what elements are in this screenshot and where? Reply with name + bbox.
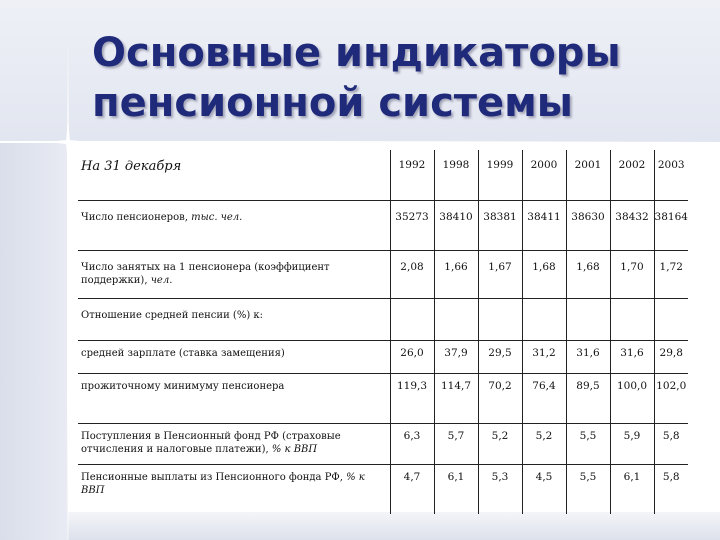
value-cell: 1,68	[566, 250, 610, 298]
value-cell: 4,5	[522, 464, 566, 514]
value-cell: 38411	[522, 200, 566, 250]
value-cell: 37,9	[434, 340, 478, 373]
value-cell: 29,5	[478, 340, 522, 373]
value-cell: 5,8	[662, 470, 680, 483]
year-cell: 1998	[434, 150, 478, 200]
value-cell: 102,0	[654, 373, 688, 423]
value-cell: 70,2	[478, 373, 522, 423]
value-cell: 5,3	[478, 464, 522, 514]
value-cell: 89,5	[566, 373, 610, 423]
year-cell: 1992	[390, 150, 434, 200]
row-label: Число занятых на 1 пенсионера (коэффициент поддержки), чел.	[78, 250, 390, 298]
value-cell: 1,67	[478, 250, 522, 298]
row-label: средней зарплате (ставка замещения)	[78, 340, 390, 373]
row-label: Число пенсионеров, тыс. чел.	[78, 200, 390, 250]
decorative-horizontal-line	[0, 141, 720, 143]
value-cell: 1,70	[610, 250, 654, 298]
value-cell: 31,6	[610, 340, 654, 373]
value-cell: 5,2	[522, 423, 566, 464]
value-cell: 4,7	[390, 464, 434, 514]
value-cell: 5,5	[566, 464, 610, 514]
value-cell: 38630	[566, 200, 610, 250]
value-cell: 31,2	[522, 340, 566, 373]
value-cell: 5,2	[478, 423, 522, 464]
value-cell: 5,9	[610, 423, 654, 464]
value-cell: 5,7	[434, 423, 478, 464]
row-label: Поступления в Пенсионный фонд РФ (страховые отчисления и налоговые платежи), % к ВВП	[78, 423, 390, 464]
value-cell: 38432	[610, 200, 654, 250]
table-header-row	[78, 150, 688, 200]
table-row	[78, 340, 688, 373]
row-label: прожиточному минимуму пенсионера	[78, 373, 390, 423]
slide-title	[92, 28, 621, 128]
value-cell: 6,1	[434, 464, 478, 514]
background-bottom-band	[68, 512, 720, 540]
empty-cell	[566, 298, 610, 340]
value-cell: 1,68	[522, 250, 566, 298]
value-cell: 100,0	[610, 373, 654, 423]
pension-indicators-table	[78, 150, 688, 514]
value-cell: 26,0	[390, 340, 434, 373]
table-row	[78, 250, 688, 298]
value-cell: 119,3	[390, 373, 434, 423]
value-cell: 76,4	[522, 373, 566, 423]
value-cell: 6,1	[610, 464, 654, 514]
value-cell: 29,8	[654, 340, 688, 373]
table-row	[78, 423, 688, 464]
header-date-label: На 31 декабря	[78, 150, 390, 200]
value-cell: 31,6	[566, 340, 610, 373]
table-row	[78, 373, 688, 423]
value-cell: 6,3	[390, 423, 434, 464]
value-cell: 2,08	[390, 250, 434, 298]
value-cell: 114,7	[434, 373, 478, 423]
year-cell: 2003	[654, 150, 688, 200]
value-cell: 38381	[478, 200, 522, 250]
slide-title-line-1: Основные индикаторы	[92, 30, 621, 76]
section-label: Отношение средней пенсии (%) к:	[78, 298, 390, 340]
row-label: Пенсионные выплаты из Пенсионного фонда РФ, % к ВВП	[78, 464, 390, 514]
decorative-vertical-line	[67, 40, 69, 540]
value-cell: 5,5	[566, 423, 610, 464]
value-cell: 38410	[434, 200, 478, 250]
empty-cell	[522, 298, 566, 340]
value-cell: 1,66	[434, 250, 478, 298]
empty-cell	[610, 298, 654, 340]
background-left-band	[0, 142, 68, 540]
value-cell: 35273	[390, 200, 434, 250]
empty-cell	[478, 298, 522, 340]
value-cell: 1,72	[654, 250, 688, 298]
year-cell: 2001	[566, 150, 610, 200]
empty-cell	[654, 298, 688, 340]
table-section-row	[78, 298, 688, 340]
slide-title-line-2: пенсионной системы	[92, 80, 573, 126]
table-row	[78, 200, 688, 250]
year-cell: 1999	[478, 150, 522, 200]
table-row	[78, 464, 688, 514]
empty-cell	[390, 298, 434, 340]
year-cell: 2002	[610, 150, 654, 200]
value-cell: 38164	[654, 200, 688, 250]
value-cell: 5,8	[654, 423, 688, 464]
year-cell: 2000	[522, 150, 566, 200]
empty-cell	[434, 298, 478, 340]
